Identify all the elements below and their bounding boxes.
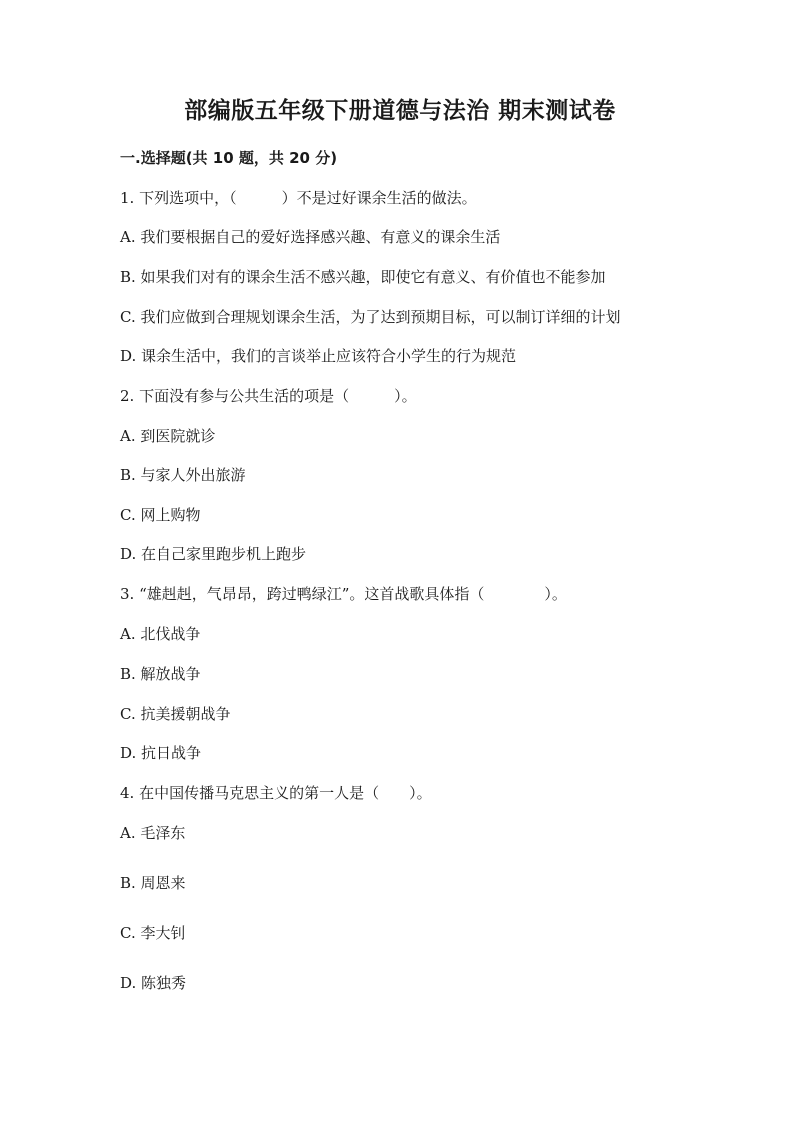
question-3-option-a: A. 北伐战争 [120, 625, 201, 643]
question-2-stem: 2. 下面没有参与公共生活的项是（ ）。 [120, 387, 417, 405]
question-4-stem: 4. 在中国传播马克思主义的第一人是（ ）。 [120, 784, 432, 802]
question-4-option-b: B. 周恩来 [120, 874, 186, 892]
exam-title: 部编版五年级下册道德与法治 期末测试卷 [184, 98, 616, 124]
question-2-option-d: D. 在自己家里跑步机上跑步 [120, 545, 307, 563]
question-1-option-d: D. 课余生活中，我们的言谈举止应该符合小学生的行为规范 [120, 347, 517, 365]
question-1-option-a: A. 我们要根据自己的爱好选择感兴趣、有意义的课余生活 [120, 228, 501, 246]
question-1-stem: 1. 下列选项中，（ ）不是过好课余生活的做法。 [120, 189, 477, 207]
section-heading: 一.选择题(共 10 题，共 20 分) [120, 149, 338, 167]
question-4-option-d: D. 陈独秀 [120, 974, 187, 992]
question-3-option-c: C. 抗美援朝战争 [120, 705, 231, 723]
question-4-option-a: A. 毛泽东 [120, 824, 186, 842]
question-2-option-b: B. 与家人外出旅游 [120, 466, 246, 484]
question-3-option-b: B. 解放战争 [120, 665, 201, 683]
question-2-option-a: A. 到医院就诊 [120, 427, 216, 445]
question-1-option-b: B. 如果我们对有的课余生活不感兴趣，即使它有意义、有价值也不能参加 [120, 268, 606, 286]
question-1-option-c: C. 我们应做到合理规划课余生活，为了达到预期目标，可以制订详细的计划 [120, 308, 621, 326]
question-2-option-c: C. 网上购物 [120, 506, 201, 524]
question-3-stem: 3. “雄赳赳，气昂昂，跨过鸭绿江”。这首战歌具体指（ ）。 [120, 585, 567, 603]
question-3-option-d: D. 抗日战争 [120, 744, 202, 762]
question-4-option-c: C. 李大钊 [120, 924, 186, 942]
